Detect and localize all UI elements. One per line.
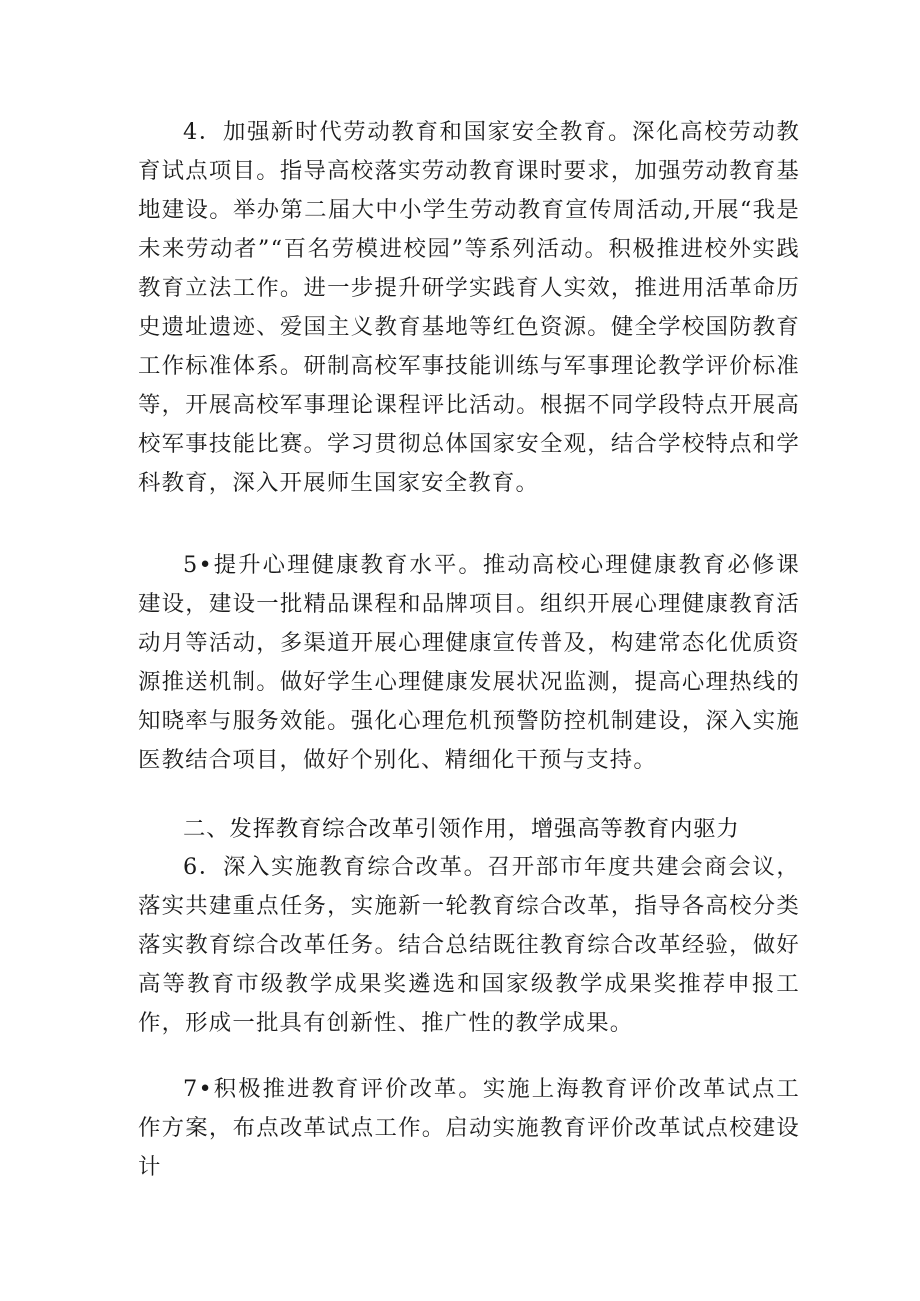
paragraph-item-6: 6．深入实施教育综合改革。召开部市年度共建会商会议，落实共建重点任务，实施新一轮教育综合改革，指导各高校分类落实教育综合改革任务。结合总结既往教育综合改革经验，做好高等教育市级教学成果奖遴选和国家级教学成果奖推荐申报工作，形成一批具有创新性、推广性的教学成果。 xyxy=(138,854,800,1036)
paragraph-item-7: 7•积极推进教育评价改革。实施上海教育评价改革试点工作方案，布点改革试点工作。启动实施教育评价改革试点校建设计 xyxy=(138,1076,800,1180)
paragraph-item-5: 5•提升心理健康教育水平。推动高校心理健康教育必修课建设，建设一批精品课程和品牌项目。组织开展心理健康教育活动月等活动，多渠道开展心理健康宣传普及，构建常态化优质资源推送机制。做好学生心理健康发展状况监测，提高心理热线的知晓率与服务效能。强化心理危机预警防控机制建设，深入实施医教结合项目，做好个别化、精细化干预与支持。 xyxy=(138,552,800,773)
paragraph-item-4: 4．加强新时代劳动教育和国家安全教育。深化高校劳动教育试点项目。指导高校落实劳动教育课时要求，加强劳动教育基地建设。举办第二届大中小学生劳动教育宣传周活动,开展“我是未来劳动者”“百名劳模进校园”等系列活动。积极推进校外实践教育立法工作。进一步提升研学实践育人实效，推进用活革命历史遗址遗迹、爱国主义教育基地等红色资源。健全学校国防教育工作标准体系。研制高校军事技能训练与军事理论教学评价标准等，开展高校军事理论课程评比活动。根据不同学段特点开展高校军事技能比赛。学习贯彻总体国家安全观，结合学校特点和学科教育，深入开展师生国家安全教育。 xyxy=(138,119,800,496)
section-heading-2: 二、发挥教育综合改革引领作用，增强高等教育内驱力 xyxy=(183,816,740,842)
